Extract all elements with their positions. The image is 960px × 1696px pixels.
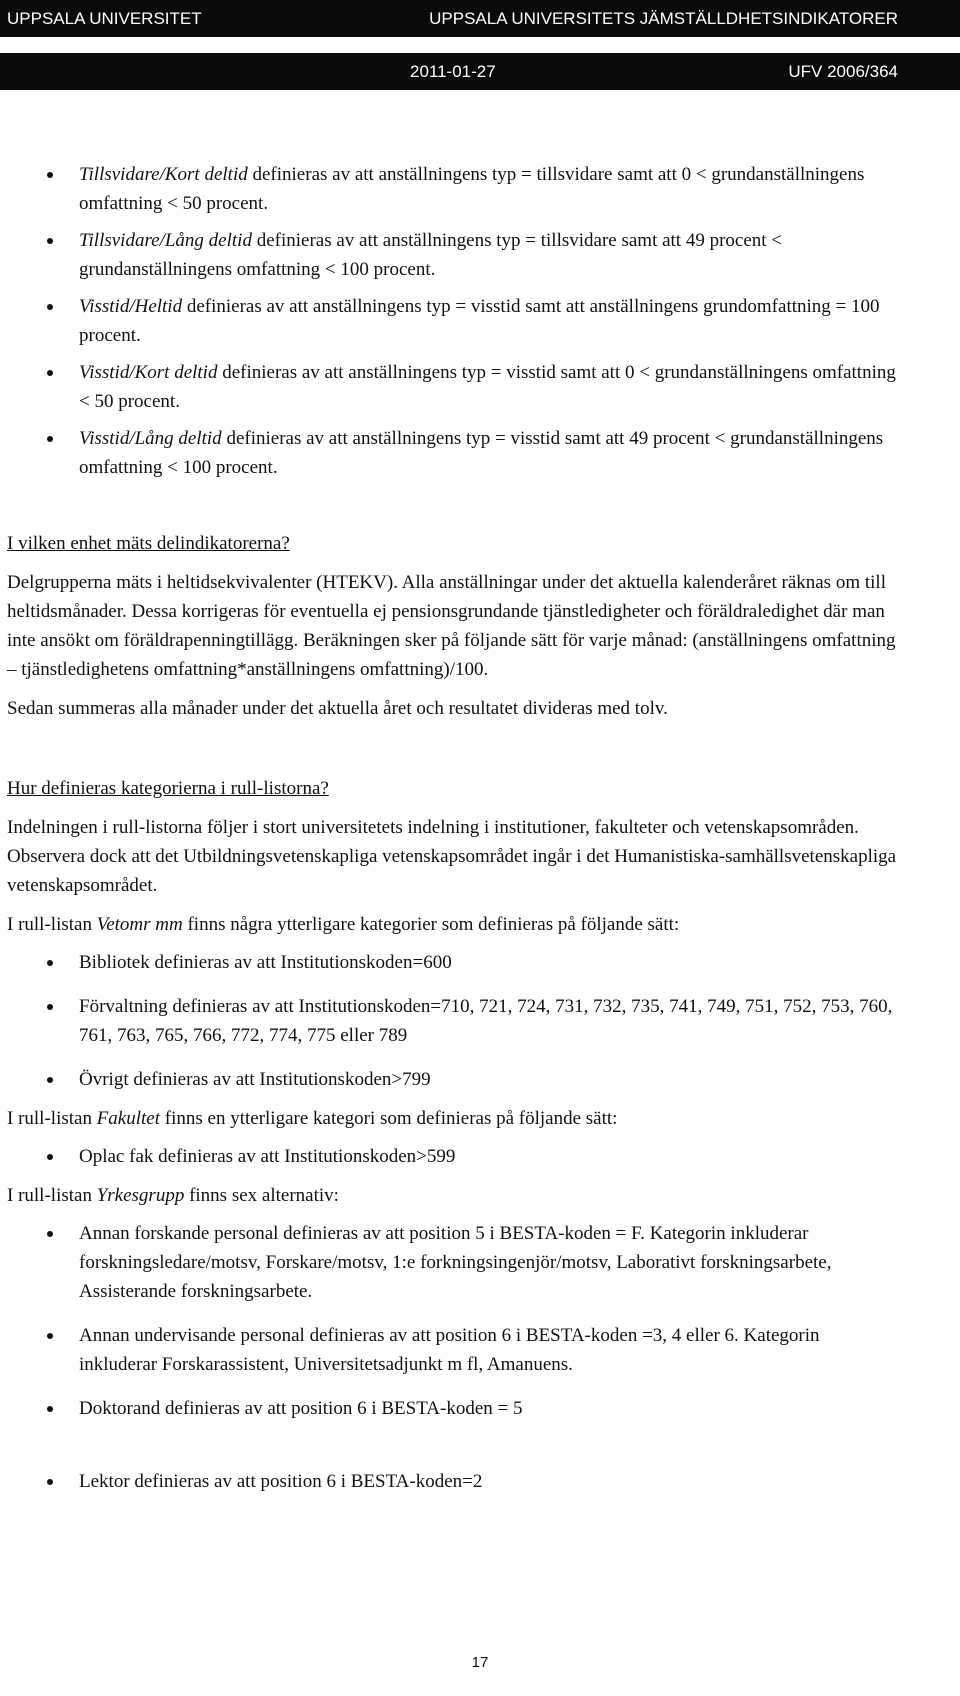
section-heading: I vilken enhet mäts delindikatorerna? bbox=[7, 533, 290, 554]
list-item: Annan forskande personal definieras av att position 5 i BESTA-koden = F. Kategorin inkluderar forskningsledare/motsv, Forskare/motsv, 1:e forkningsingenjör/motsv, Laborativt forskningsarbete, Assisterande forskningsarbete. bbox=[0, 1219, 960, 1306]
subheader-bar bbox=[0, 53, 960, 90]
paragraph: Delgrupperna mäts i heltidsekvivalenter (HTEKV). Alla anställningar under det aktuella kalenderåret räknas om till heltidsmånader. Dessa korrigeras för eventuella ej pensionsgrundande tjänstledigheter och föräldraledighet där man inte ansökt om föräldrapenningtillägg. Beräkningen sker på följande sätt för varje månad: (anställningens omfattning – tjänstledighetens omfattning*anställningens omfattning)/100. bbox=[7, 572, 896, 680]
list-item: Tillsvidare/Lång deltid definieras av att anställningens typ = tillsvidare samt att 49 procent < grundanställningens omfattning < 100 procent. bbox=[0, 226, 960, 284]
document-reference: UFV 2006/364 bbox=[788, 62, 898, 81]
definition-term: Tillsvidare/Lång deltid bbox=[79, 230, 252, 251]
definition-term: Visstid/Lång deltid bbox=[79, 428, 222, 449]
list-item: Lektor definieras av att position 6 i BESTA-koden=2 bbox=[0, 1467, 960, 1496]
list-item: Oplac fak definieras av att Institutionskoden>599 bbox=[0, 1142, 960, 1171]
list-item: Övrigt definieras av att Institutionskoden>799 bbox=[0, 1065, 960, 1094]
list-item: Visstid/Heltid definieras av att anställningens typ = visstid samt att anställningens grundomfattning = 100 procent. bbox=[0, 292, 960, 350]
paragraph: I rull-listan Yrkesgrupp finns sex alternativ: bbox=[7, 1185, 339, 1206]
paragraph: Sedan summeras alla månader under det aktuella året och resultatet divideras med tolv. bbox=[7, 698, 668, 719]
paragraph: I rull-listan Vetomr mm finns några ytterligare kategorier som definieras på följande sätt: bbox=[7, 914, 680, 935]
list-item: Annan undervisande personal definieras av att position 6 i BESTA-koden =3, 4 eller 6. Kategorin inkluderar Forskarassistent, Universitetsadjunkt m fl, Amanuens. bbox=[0, 1321, 960, 1379]
list-item: Visstid/Kort deltid definieras av att anställningens typ = visstid samt att 0 < grundanställningens omfattning < 50 procent. bbox=[0, 358, 960, 416]
document-title: UPPSALA UNIVERSITETS JÄMSTÄLLDHETSINDIKATORER bbox=[429, 9, 898, 28]
list-item: Doktorand definieras av att position 6 i BESTA-koden = 5 bbox=[0, 1394, 960, 1423]
paragraph: Indelningen i rull-listorna följer i stort universitetets indelning i institutioner, fakulteter och vetenskapsområden. Observera dock att det Utbildningsvetenskapliga vetenskapsområdet ingår i det Humanistiska-samhällsvetenskapliga vetenskapsområdet. bbox=[7, 817, 897, 896]
section-heading: Hur definieras kategorierna i rull-listorna? bbox=[7, 778, 329, 799]
category-list bbox=[0, 948, 960, 1094]
list-item: Visstid/Lång deltid definieras av att anställningens typ = visstid samt att 49 procent < grundanställningens omfattning < 100 procent. bbox=[0, 424, 960, 482]
list-item: Tillsvidare/Kort deltid definieras av att anställningens typ = tillsvidare samt att 0 < grundanställningens omfattning < 50 procent. bbox=[0, 160, 960, 218]
list-item: Bibliotek definieras av att Institutionskoden=600 bbox=[0, 948, 960, 977]
category-list bbox=[0, 1142, 960, 1171]
category-list bbox=[0, 1219, 960, 1496]
page-number: 17 bbox=[471, 1654, 489, 1671]
list-item: Förvaltning definieras av att Institutionskoden=710, 721, 724, 731, 732, 735, 741, 749, 751, 752, 753, 760, 761, 763, 765, 766, 772, 774, 775 eller 789 bbox=[0, 992, 960, 1050]
header-bar bbox=[0, 0, 960, 37]
document-body bbox=[0, 160, 960, 1496]
definition-list bbox=[0, 160, 960, 482]
document-date: 2011-01-27 bbox=[410, 62, 496, 81]
definition-term: Visstid/Heltid bbox=[79, 296, 183, 317]
paragraph: I rull-listan Fakultet finns en ytterligare kategori som definieras på följande sätt: bbox=[7, 1108, 618, 1129]
definition-term: Tillsvidare/Kort deltid bbox=[79, 164, 248, 185]
institution-name: UPPSALA UNIVERSITET bbox=[7, 9, 202, 28]
definition-term: Visstid/Kort deltid bbox=[79, 362, 218, 383]
